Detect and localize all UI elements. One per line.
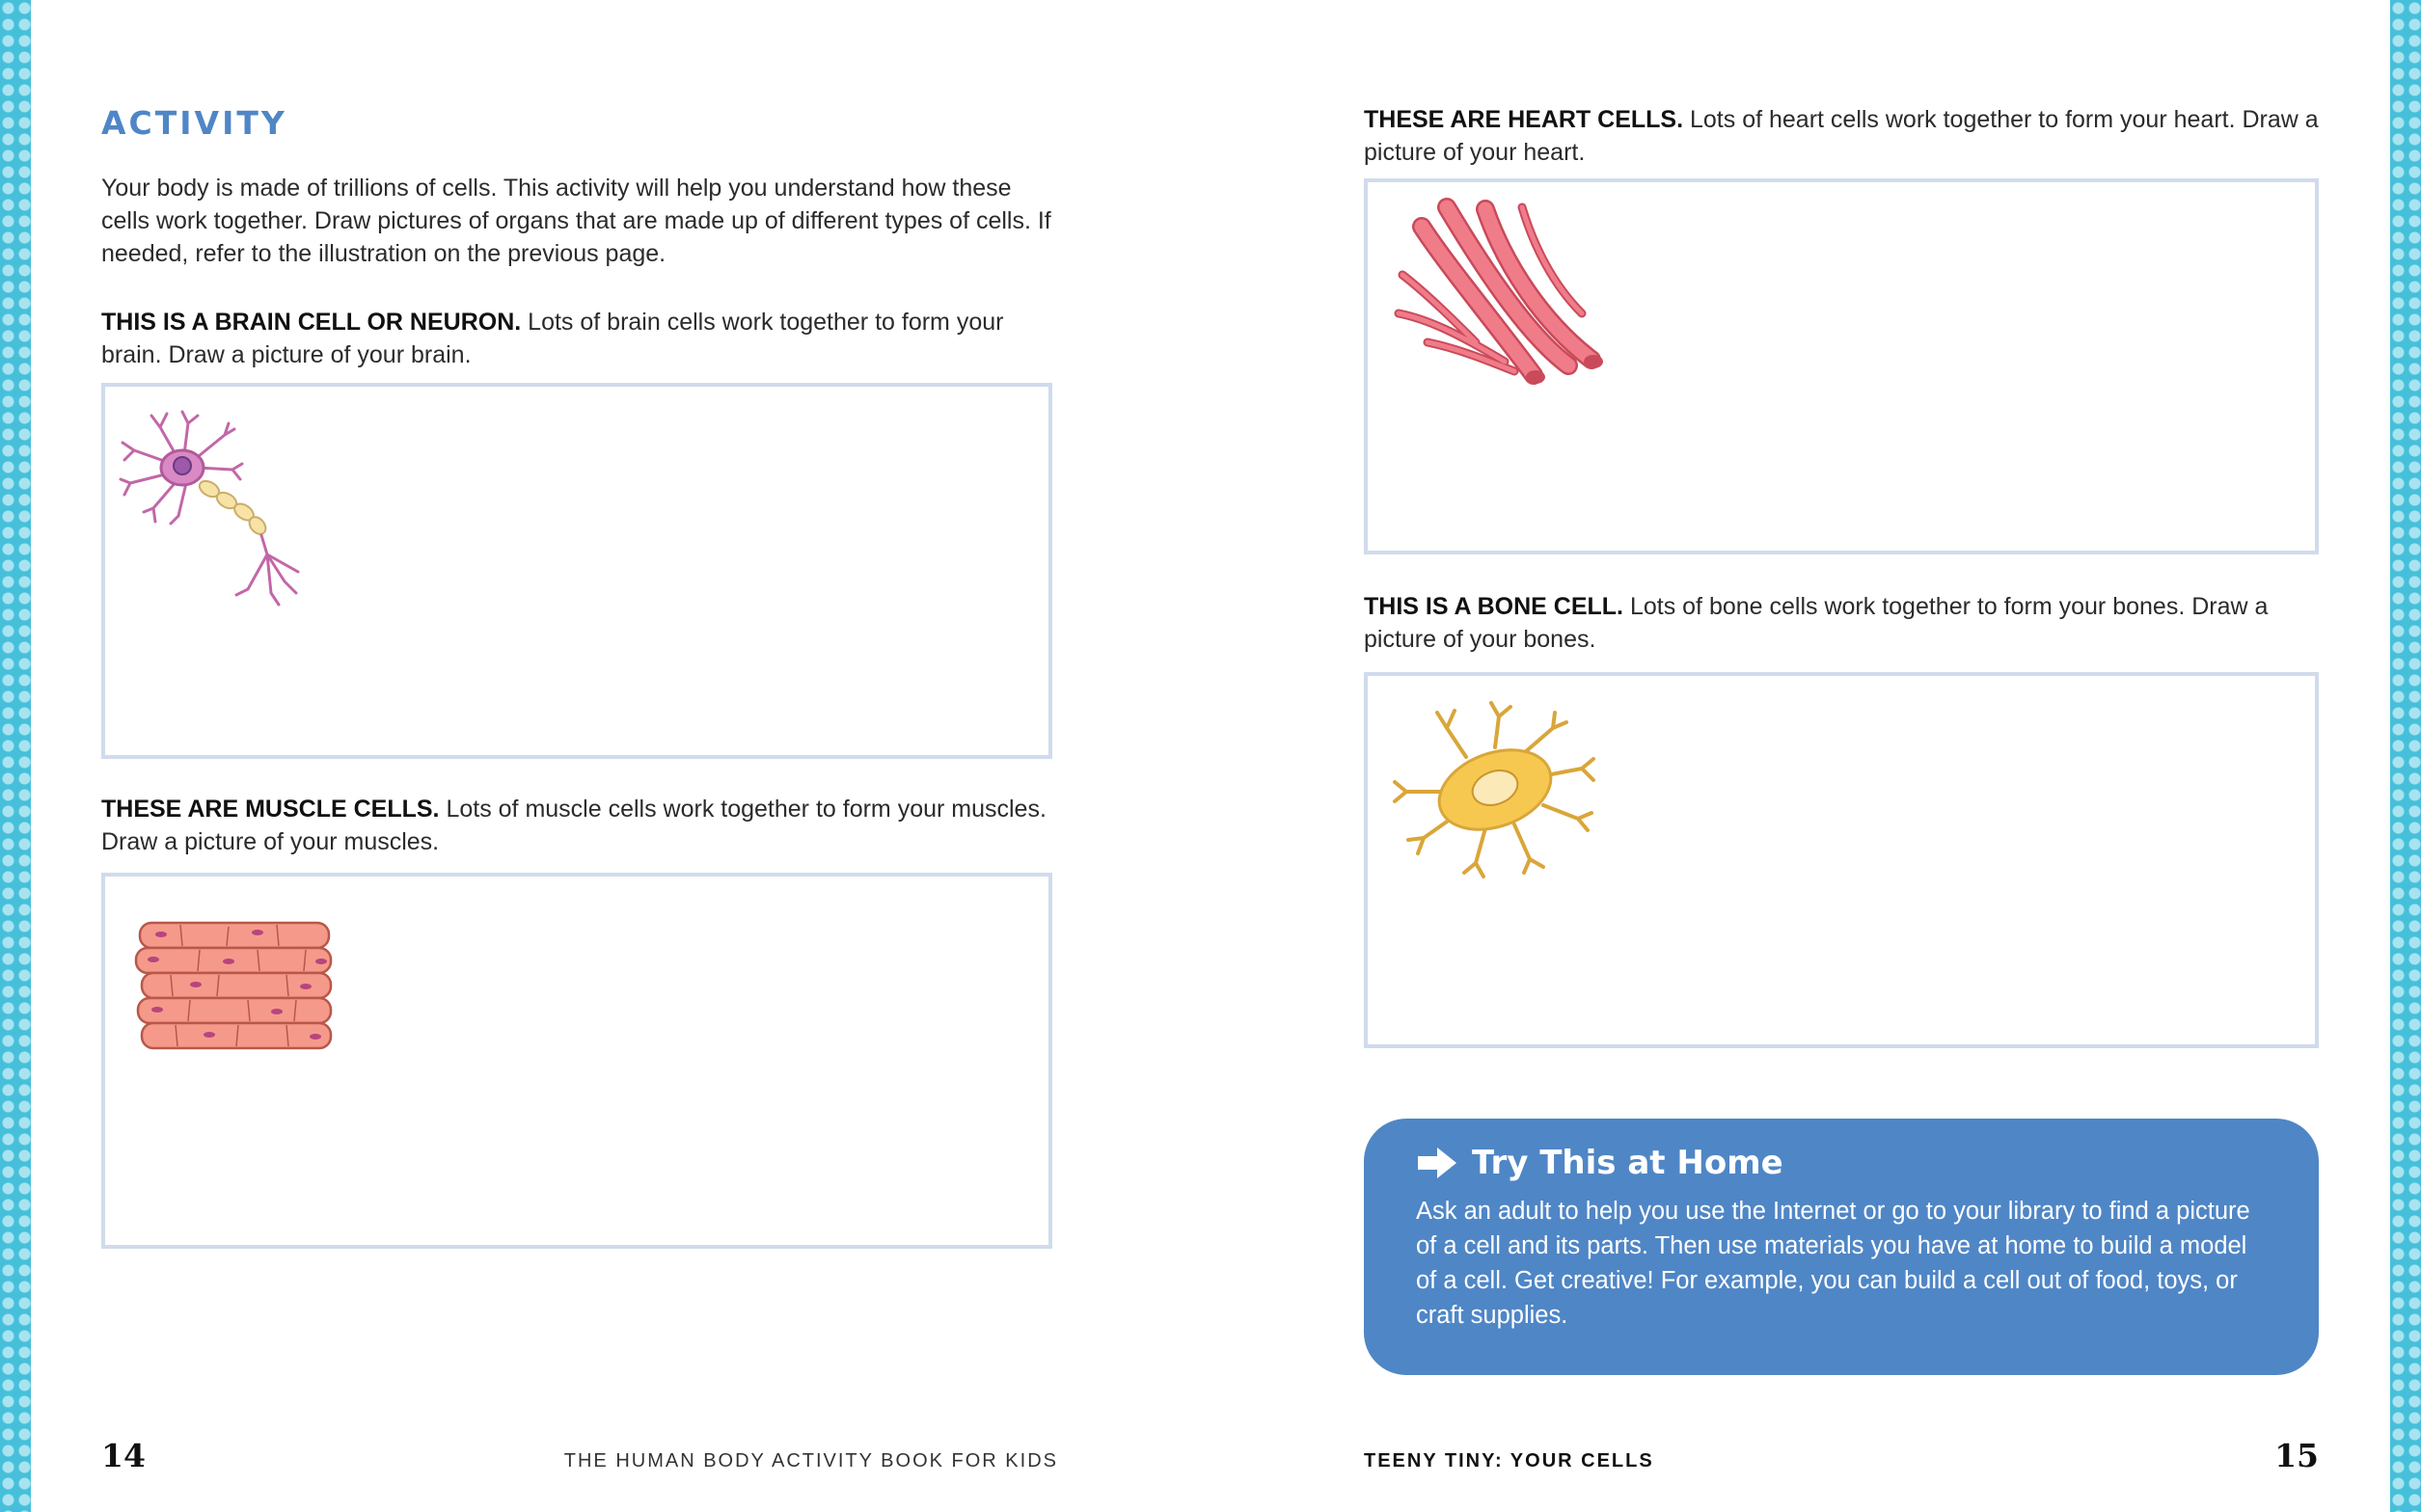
tip-title-row <box>1416 1144 2267 1182</box>
activity-heading: ACTIVITY <box>101 104 287 142</box>
neuron-icon <box>117 410 319 612</box>
bone-drawing-box[interactable] <box>1364 672 2319 1048</box>
intro-paragraph: Your body is made of trillions of cells. This activity will help you understand how these cells work together. Draw pictures of organs that are made up of different types of cells. If needed, refer to the illustration on the previous page. <box>101 175 1051 267</box>
bone-cell-icon <box>1389 699 1601 882</box>
bone-lead: THIS IS A BONE CELL. <box>1364 593 1623 620</box>
brain-text: Lots of brain cells work together to form your brain. Draw a picture of your brain. <box>101 309 1004 368</box>
heart-drawing-box[interactable] <box>1364 178 2319 554</box>
arrow-right-icon <box>1416 1146 1458 1180</box>
heart-cells-icon <box>1389 198 1620 410</box>
right-page-edge-pattern <box>2390 0 2421 1512</box>
tip-title: Try This at Home <box>1472 1144 1783 1182</box>
left-page-edge-pattern <box>0 0 31 1512</box>
heart-text: Lots of heart cells work together to form your heart. Draw a picture of your heart. <box>1364 106 2319 166</box>
brain-drawing-box[interactable] <box>101 383 1052 759</box>
right-page-number: 15 <box>2274 1437 2319 1474</box>
left-page-number: 14 <box>101 1437 146 1474</box>
heart-instructions <box>1364 103 2319 169</box>
heart-lead: THESE ARE HEART CELLS. <box>1364 106 1684 133</box>
bone-instructions <box>1364 590 2319 656</box>
muscle-lead: THESE ARE MUSCLE CELLS. <box>101 796 440 823</box>
muscle-drawing-box[interactable] <box>101 873 1052 1249</box>
left-running-footer: THE HUMAN BODY ACTIVITY BOOK FOR KIDS <box>563 1450 1058 1472</box>
muscle-cells-icon <box>132 919 344 1064</box>
tip-body: Ask an adult to help you use the Internet or go to your library to find a picture of a cell and its parts. Then use materials you have at home to build a model of a cell. Get creative! For example, you can build a cell out of food, toys, or craft supplies. <box>1416 1198 2250 1329</box>
right-running-footer: TEENY TINY: YOUR CELLS <box>1364 1450 1654 1472</box>
left-page <box>101 0 1058 1512</box>
brain-instructions <box>101 306 1056 371</box>
muscle-text: Lots of muscle cells work together to form your muscles. Draw a picture of your muscles. <box>101 796 1047 855</box>
brain-lead: THIS IS A BRAIN CELL OR NEURON. <box>101 309 522 336</box>
right-page <box>1364 0 2319 1512</box>
muscle-instructions <box>101 793 1056 858</box>
bone-text: Lots of bone cells work together to form your bones. Draw a picture of your bones. <box>1364 593 2269 653</box>
try-this-at-home-callout <box>1364 1119 2319 1375</box>
